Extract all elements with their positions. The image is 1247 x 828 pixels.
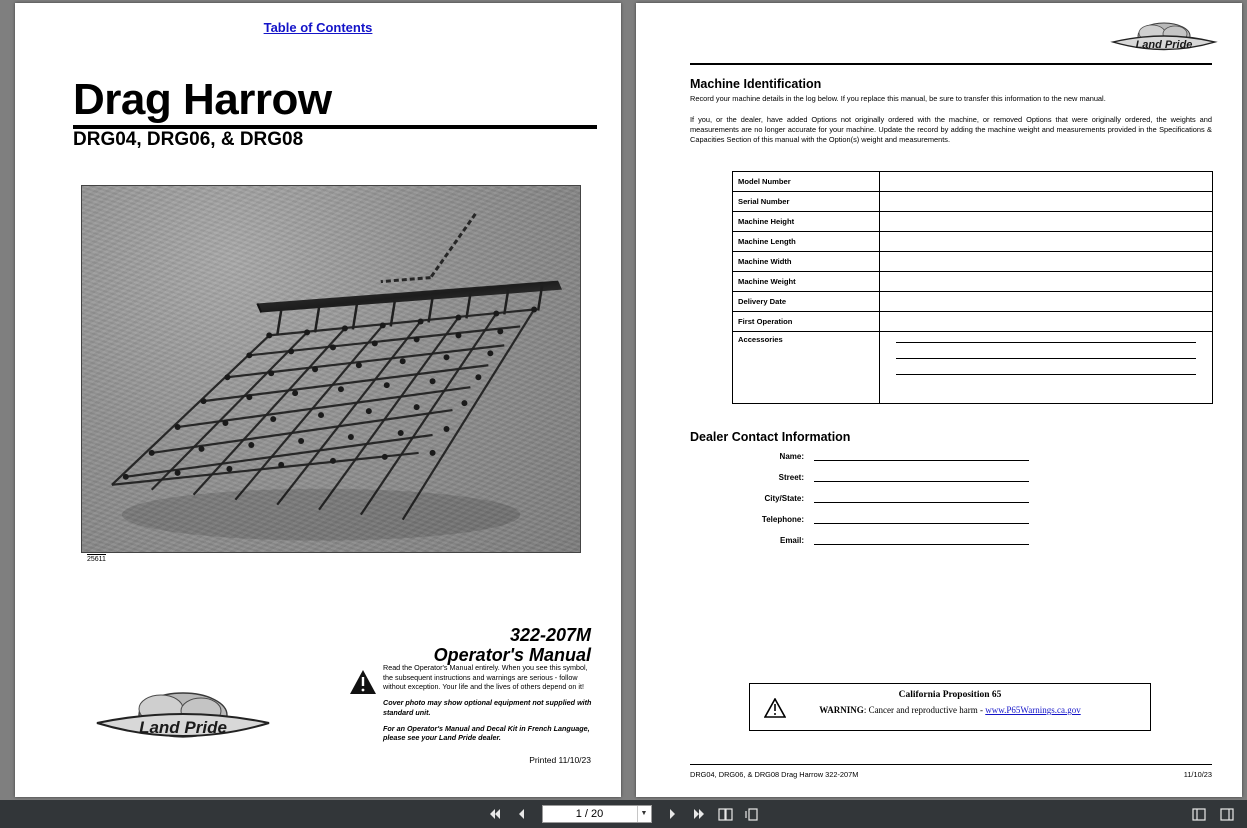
field-label: Email:: [779, 536, 804, 545]
next-page-button[interactable]: [662, 804, 682, 824]
field-input[interactable]: [814, 449, 1029, 461]
machine-identification-table: [732, 171, 1213, 404]
thumbnail-panel-icon: [1192, 808, 1206, 821]
table-row: [733, 292, 1213, 312]
row-label: Machine Height: [733, 212, 880, 232]
table-row-accessories: [733, 332, 1213, 404]
dealer-field-name: [746, 449, 1029, 461]
logo-text: Land Pride: [1135, 39, 1193, 51]
single-page-view-icon: [745, 808, 760, 821]
viewer-toolbar: [0, 800, 1247, 828]
prop65-warning-word: WARNING: [819, 705, 864, 715]
row-value[interactable]: [880, 292, 1213, 312]
proposition-65-warning-box: [749, 683, 1151, 731]
field-input[interactable]: [814, 491, 1029, 503]
first-page-button[interactable]: [485, 804, 505, 824]
row-value[interactable]: [880, 312, 1213, 332]
french-manual-note: For an Operator's Manual and Decal Kit in French Language, please see your Land Pride dealer.: [383, 723, 590, 743]
prop65-link[interactable]: www.P65Warnings.ca.gov: [985, 705, 1081, 715]
chevron-right-icon: [666, 808, 678, 820]
dealer-field-city-state: [746, 491, 1029, 503]
harrow-illustration: [82, 186, 580, 553]
safety-note-block: [347, 663, 599, 743]
logo-text: Land Pride: [139, 718, 227, 737]
cover-photo-note: Cover photo may show optional equipment not supplied with standard unit.: [383, 698, 592, 717]
row-label: Accessories: [733, 332, 880, 404]
row-label: First Operation: [733, 312, 880, 332]
table-of-contents-link[interactable]: Table of Contents: [263, 20, 373, 35]
machine-identification-paragraph-2: If you, or the dealer, have added Options not originally ordered with the machine, or removed Options that were originally ordered, the weights and measurements are no longer accurate for your machine. Update the record by adding the machine weight and measurements provided in the Specifications & Capacities Section of this manual with the Option(s) weight and measurements.: [690, 115, 1212, 144]
field-label: Name:: [779, 452, 804, 461]
product-photo: [81, 185, 581, 553]
row-label: Machine Length: [733, 232, 880, 252]
dealer-contact-heading: Dealer Contact Information: [690, 430, 851, 444]
chevron-down-icon[interactable]: ▼: [637, 806, 651, 822]
dealer-field-telephone: [746, 512, 1029, 524]
land-pride-logo: [91, 689, 275, 751]
prop65-text: : Cancer and reproductive harm -: [863, 705, 986, 715]
row-label: Model Number: [733, 172, 880, 192]
thumbnail-panel-button[interactable]: [1189, 804, 1209, 824]
dealer-field-street: [746, 470, 1029, 482]
table-row: [733, 212, 1213, 232]
dealer-contact-fields: [746, 449, 1029, 554]
row-value[interactable]: [880, 172, 1213, 192]
row-value[interactable]: [880, 232, 1213, 252]
printed-date: Printed 11/10/23: [529, 755, 591, 765]
footer-divider: [690, 764, 1212, 765]
land-pride-logo-header: [1110, 21, 1218, 59]
row-value[interactable]: [880, 272, 1213, 292]
table-row: [733, 192, 1213, 212]
bookmarks-panel-button[interactable]: [1217, 804, 1237, 824]
table-row: [733, 272, 1213, 292]
previous-page-button[interactable]: [512, 804, 532, 824]
dealer-field-email: [746, 533, 1029, 545]
table-row: [733, 172, 1213, 192]
document-number: 322-207M: [509, 625, 591, 645]
table-row: [733, 232, 1213, 252]
field-label: Telephone:: [761, 515, 804, 524]
prop65-body: [750, 705, 1150, 715]
row-label: Serial Number: [733, 192, 880, 212]
machine-identification-paragraph-1: Record your machine details in the log below. If you replace this manual, be sure to transfer this information to the new manual.: [690, 94, 1106, 103]
warning-triangle-icon: [764, 698, 786, 718]
two-page-view-button[interactable]: [716, 804, 736, 824]
safety-note-text: Read the Operator's Manual entirely. When you see this symbol, the subsequent instructions and warnings are serious - follow without exception. Your life and the lives of others depend on it!: [383, 663, 588, 692]
page-title: Drag Harrow: [73, 75, 332, 124]
table-row: [733, 252, 1213, 272]
footer-right-date: 11/10/23: [1183, 770, 1212, 779]
field-label: City/State:: [764, 494, 804, 503]
page-number-input[interactable]: [543, 806, 637, 822]
two-page-view-icon: [718, 808, 733, 821]
row-label: Delivery Date: [733, 292, 880, 312]
chevron-left-icon: [516, 808, 528, 820]
field-label: Street:: [778, 473, 804, 482]
field-input[interactable]: [814, 470, 1029, 482]
row-value[interactable]: [880, 212, 1213, 232]
row-value[interactable]: [880, 252, 1213, 272]
bookmarks-panel-icon: [1220, 808, 1234, 821]
last-page-button[interactable]: [689, 804, 709, 824]
prop65-title: California Proposition 65: [898, 690, 1002, 700]
machine-identification-heading: Machine Identification: [690, 77, 822, 91]
table-row: [733, 312, 1213, 332]
toolbar-right-group: [1189, 804, 1237, 824]
row-label: Machine Weight: [733, 272, 880, 292]
first-page-icon: [488, 808, 502, 820]
accessories-write-in[interactable]: [880, 332, 1213, 404]
photo-caption: 25611: [87, 556, 106, 563]
model-list: DRG04, DRG06, & DRG08: [73, 129, 304, 150]
last-page-icon: [692, 808, 706, 820]
footer-left-text: DRG04, DRG06, & DRG08 Drag Harrow 322-207M: [690, 770, 859, 779]
document-page-1: [15, 3, 621, 797]
document-subtitle: Operator's Manual: [433, 645, 591, 665]
accessory-lines: [885, 342, 1207, 375]
document-page-2: [636, 3, 1242, 797]
page-number-field[interactable]: [542, 805, 652, 823]
row-value[interactable]: [880, 192, 1213, 212]
single-page-view-button[interactable]: [743, 804, 763, 824]
row-label: Machine Width: [733, 252, 880, 272]
field-input[interactable]: [814, 512, 1029, 524]
header-divider: [690, 63, 1212, 65]
field-input[interactable]: [814, 533, 1029, 545]
